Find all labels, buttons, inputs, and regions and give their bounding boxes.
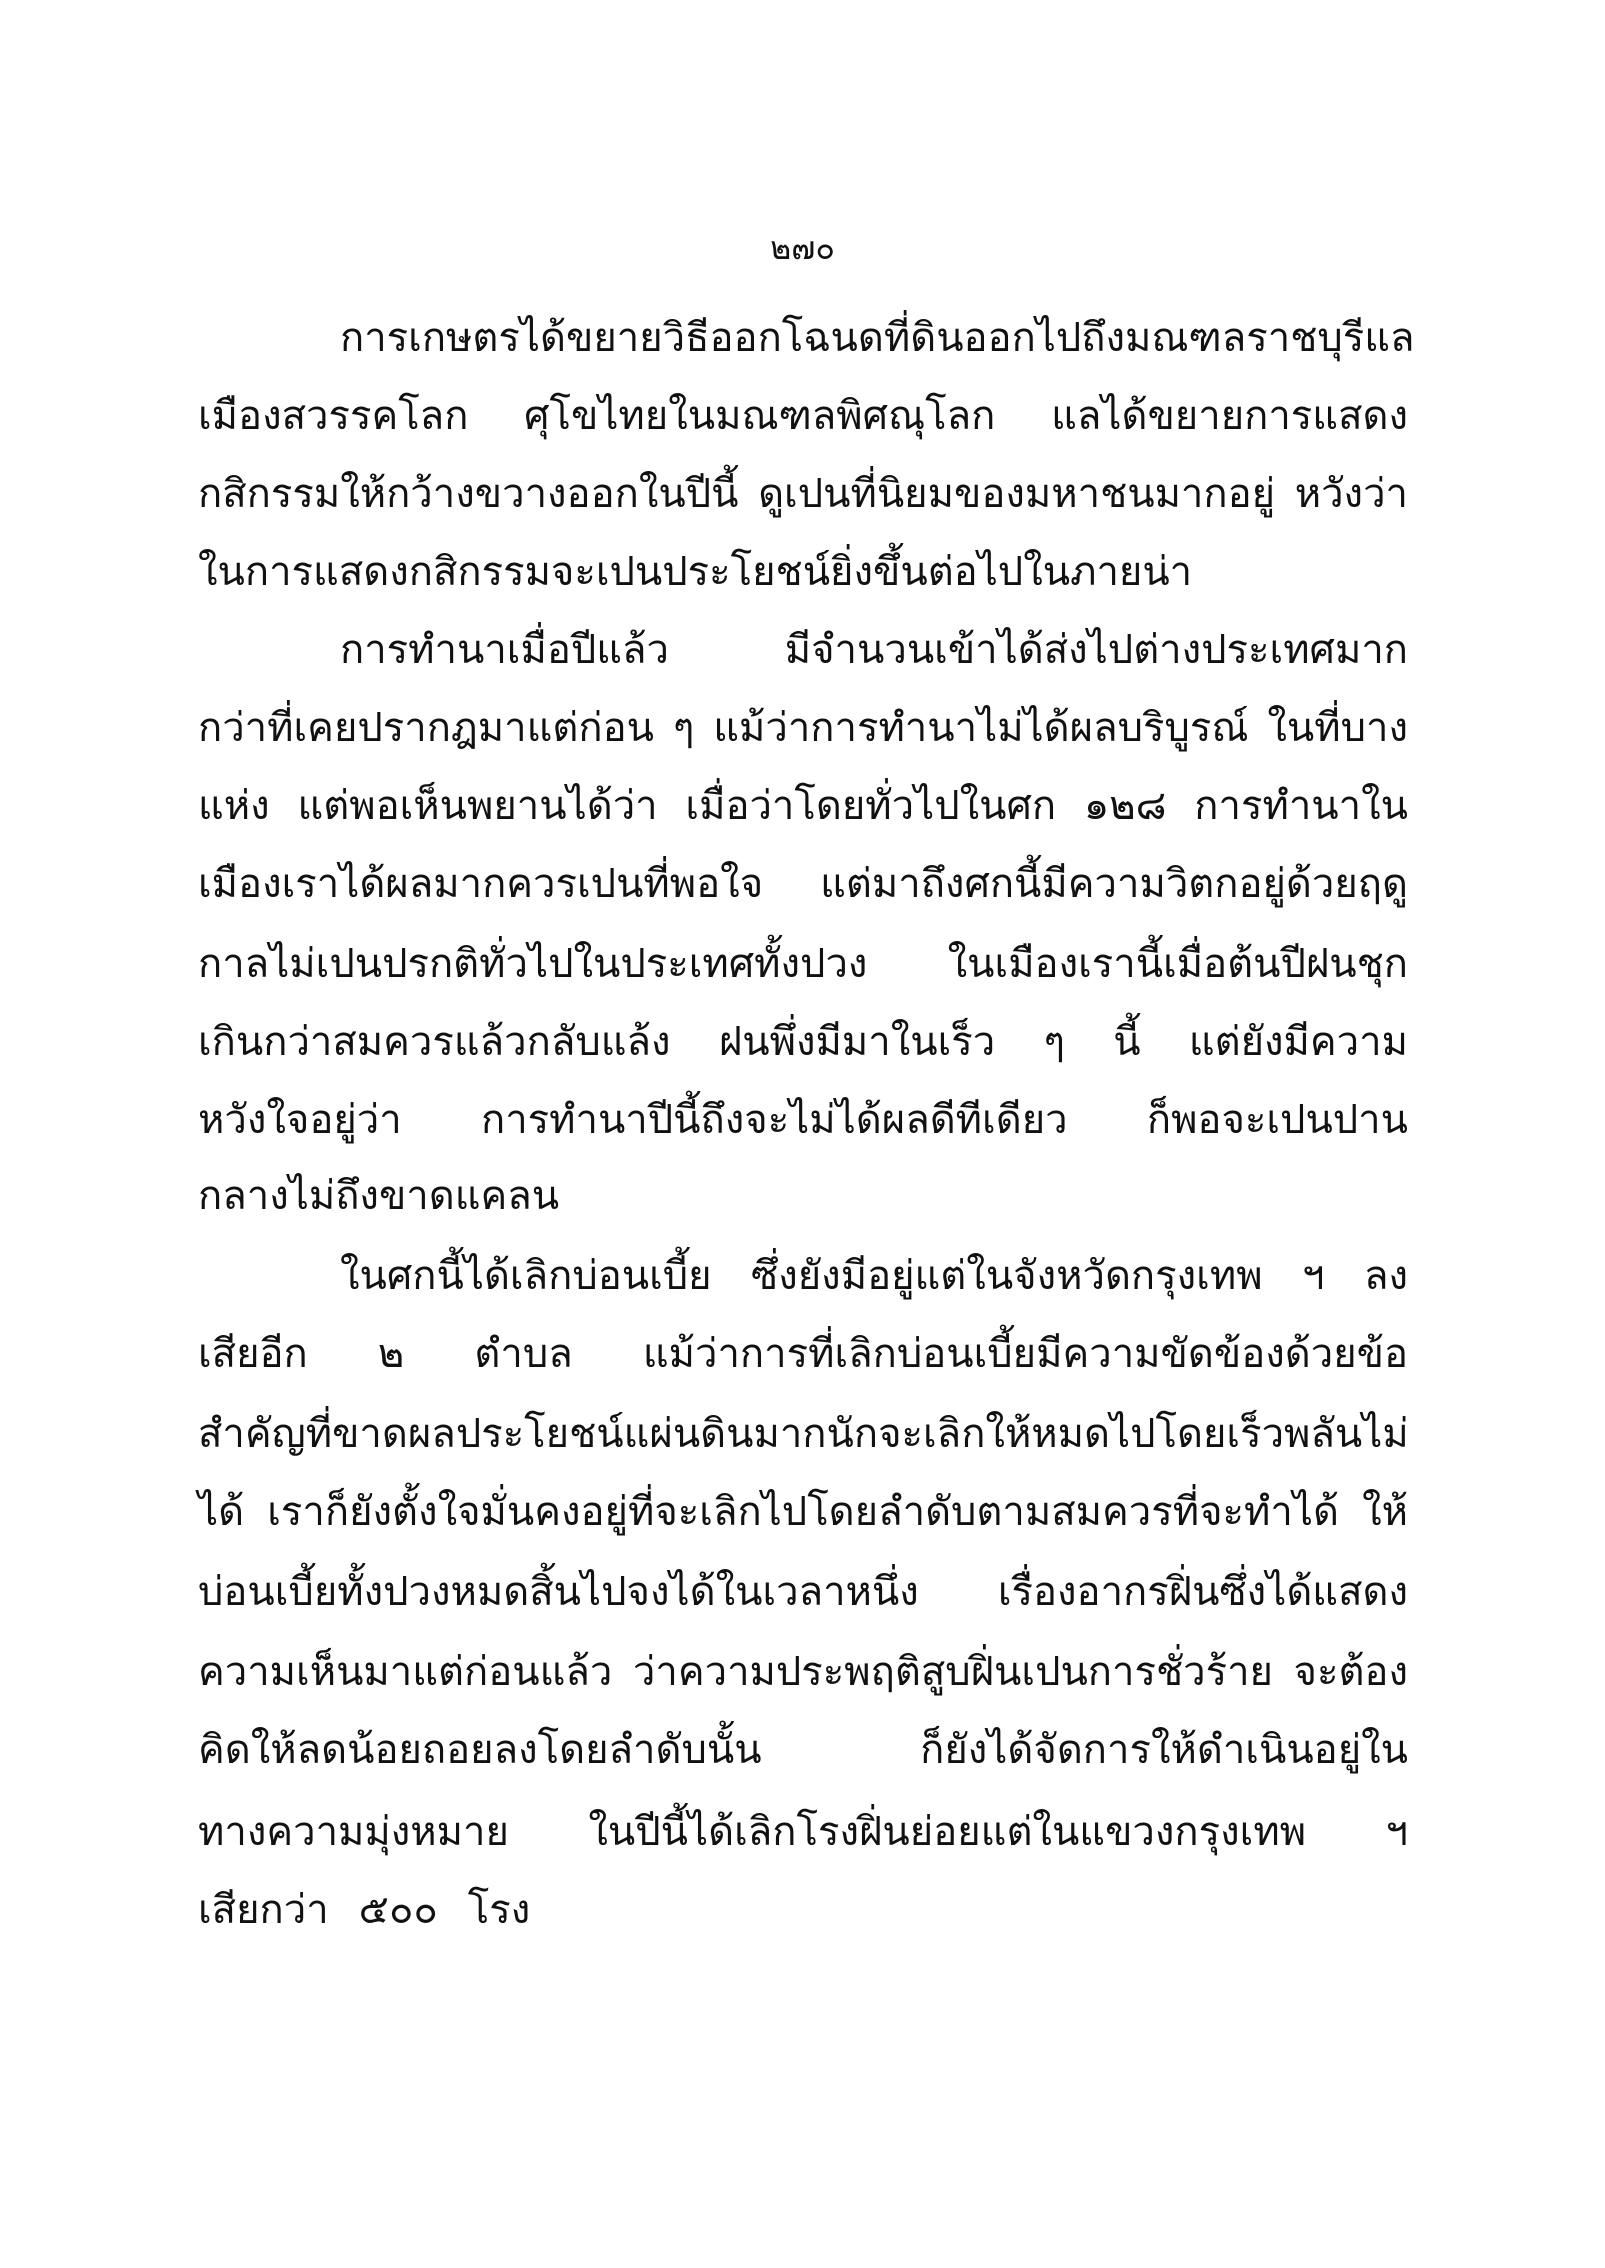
text-word: กว่าที่เคยปรากฎมาแต่ก่อน bbox=[198, 705, 654, 751]
text-word: การทำนาใน bbox=[1194, 783, 1408, 829]
text-word: ก็พอจะเปนปาน bbox=[1146, 1097, 1408, 1143]
text-word: ๒ bbox=[377, 1331, 405, 1377]
text-word: เมืองสวรรคโลก bbox=[198, 393, 469, 439]
text-line bbox=[340, 1240, 1408, 1312]
text-line bbox=[198, 1796, 1408, 1868]
text-word: เมื่อว่าโดยทั่วไปในศก bbox=[685, 783, 1057, 829]
text-word: ลง bbox=[1363, 1253, 1408, 1299]
text-word: แห่ง bbox=[198, 783, 270, 829]
text-word: ๆ bbox=[672, 705, 695, 751]
text-word: เสียอีก bbox=[198, 1331, 308, 1377]
text-line bbox=[198, 1398, 1408, 1470]
text-word: แลได้ขยายการแสดง bbox=[1051, 393, 1408, 439]
text-word: ได้ bbox=[198, 1489, 245, 1535]
text-word: แผ่นดินมากนักจะเลิกให้หมดไปโดยเร็วพลันไม่ bbox=[623, 1411, 1409, 1457]
text-word: แต่มาถึงศกนี้มีความวิตกอยู่ด้วยฤดู bbox=[820, 861, 1408, 907]
text-word: แม้ว่าการที่เลิกบ่อนเบี้ยมีความขัดข้องด้วยข้อ bbox=[642, 1331, 1408, 1377]
text-word: ทางความมุ่งหมาย bbox=[198, 1809, 509, 1855]
text-word: แต่ยังมีความ bbox=[1188, 1019, 1408, 1065]
text-word: ฯ bbox=[1302, 1253, 1325, 1299]
text-word: ฝนพึ่งมีมาในเร็ว bbox=[718, 1019, 996, 1065]
text-line bbox=[198, 458, 1408, 530]
text-word: ในปีนี้ได้เลิกโรงฝิ่นย่อยแต่ในแขวงกรุงเทพ bbox=[588, 1809, 1307, 1855]
text-word: ว่าความประพฤติสูบฝิ่นเปนการชั่วร้าย bbox=[632, 1649, 1273, 1695]
text-line bbox=[198, 770, 1408, 842]
text-word: ความเห็นมาแต่ก่อนแล้ว bbox=[198, 1649, 613, 1695]
text-word: บ่อนเบี้ยทั้งปวงหมดสิ้นไปจงได้ในเวลาหนึ่ง bbox=[198, 1569, 919, 1615]
text-word: ๕๐๐ bbox=[358, 1887, 438, 1933]
text-word: หวังใจอยู่ว่า bbox=[198, 1097, 402, 1143]
text-word: ก็ยังได้จัดการให้ดำเนินอยู่ใน bbox=[920, 1727, 1408, 1773]
text-word: กาลไม่เปนปรกติทั่วไปในประเทศทั้งปวง bbox=[198, 941, 868, 987]
text-word: เรื่องอากรฝิ่นซึ่งได้แสดง bbox=[997, 1569, 1408, 1615]
text-word: เมืองเราได้ผลมากควรเปนที่พอใจ bbox=[198, 861, 764, 907]
text-line bbox=[198, 1556, 1408, 1628]
text-word: โรง bbox=[467, 1887, 531, 1933]
text-word: ตำบล bbox=[474, 1331, 573, 1377]
text-word: ๑๒๘ bbox=[1083, 783, 1167, 829]
text-word: นี้ bbox=[1113, 1019, 1141, 1065]
text-line bbox=[198, 1006, 1408, 1078]
text-line bbox=[198, 1318, 1408, 1390]
text-word: จะต้อง bbox=[1293, 1649, 1408, 1695]
text-word: ดูเปนที่นิยมของมหาชนมากอยู่ bbox=[758, 471, 1276, 517]
text-word: กลางไม่ถึงขาดแคลน bbox=[198, 1173, 560, 1219]
text-word: ซึ่งยังมีอยู่แต่ในจังหวัดกรุงเทพ bbox=[751, 1253, 1263, 1299]
text-word: ในศกนี้ได้เลิกบ่อนเบี้ย bbox=[340, 1253, 712, 1299]
text-word: ในที่บาง bbox=[1267, 705, 1408, 751]
text-word: การเกษตรได้ขยายวิธีออกโฉนดที่ดินออกไปถึงมณฑลราชบุรี bbox=[340, 315, 1365, 361]
text-word: ๆ bbox=[1043, 1019, 1065, 1065]
text-word: การทำนาเมื่อปีแล้ว bbox=[340, 627, 670, 673]
text-word: กสิกรรมให้กว้างขวางออกในปีนี้ bbox=[198, 471, 739, 517]
text-word: แล bbox=[1364, 315, 1415, 361]
text-word: หวังว่า bbox=[1294, 471, 1408, 517]
text-line bbox=[198, 380, 1408, 452]
text-word: แต่พอเห็นพยานได้ว่า bbox=[297, 783, 658, 829]
text-word: มีจำนวนเข้าได้ส่งไปต่างประเทศมาก bbox=[784, 627, 1408, 673]
text-word: ศุโขไทยในมณฑลพิศณุโลก bbox=[524, 393, 996, 439]
text-line bbox=[198, 1084, 1408, 1156]
text-line bbox=[198, 1160, 1408, 1232]
text-word: การทำนาปีนี้ถึงจะไม่ได้ผลดีทีเดียว bbox=[480, 1097, 1068, 1143]
text-line bbox=[340, 302, 1415, 374]
text-line bbox=[198, 536, 1408, 608]
text-line bbox=[198, 848, 1408, 920]
text-word: คิดให้ลดน้อยถอยลงโดยลำดับนั้น bbox=[198, 1727, 762, 1773]
text-word: เสียกว่า bbox=[198, 1887, 329, 1933]
text-word: ในการแสดงกสิกรรมจะเปนประโยชน์ยิ่งขึ้นต่อไปในภายน่า bbox=[198, 549, 1193, 595]
text-word: ฯ bbox=[1385, 1809, 1408, 1855]
page-number: ๒๗๐ bbox=[770, 229, 835, 267]
text-word: สำคัญที่ขาดผลประโยชน์ bbox=[198, 1411, 624, 1457]
text-line bbox=[198, 1476, 1408, 1548]
text-line bbox=[198, 1714, 1408, 1786]
text-word: ในเมืองเรานี้เมื่อต้นปีฝนชุก bbox=[947, 941, 1408, 987]
text-line bbox=[198, 692, 1408, 764]
text-line bbox=[198, 928, 1408, 1000]
text-word: เกินกว่าสมควรแล้วกลับแล้ง bbox=[198, 1019, 671, 1065]
text-line bbox=[198, 1636, 1408, 1708]
text-word: ให้ bbox=[1362, 1489, 1408, 1535]
text-word: แม้ว่าการทำนาไม่ได้ผลบริบูรณ์ bbox=[713, 705, 1249, 751]
text-word: เราก็ยังตั้งใจมั่นคงอยู่ที่จะเลิกไปโดยลำดับตามสมควรที่จะทำได้ bbox=[267, 1489, 1339, 1535]
text-line bbox=[198, 1874, 1408, 1946]
text-line bbox=[340, 614, 1408, 686]
